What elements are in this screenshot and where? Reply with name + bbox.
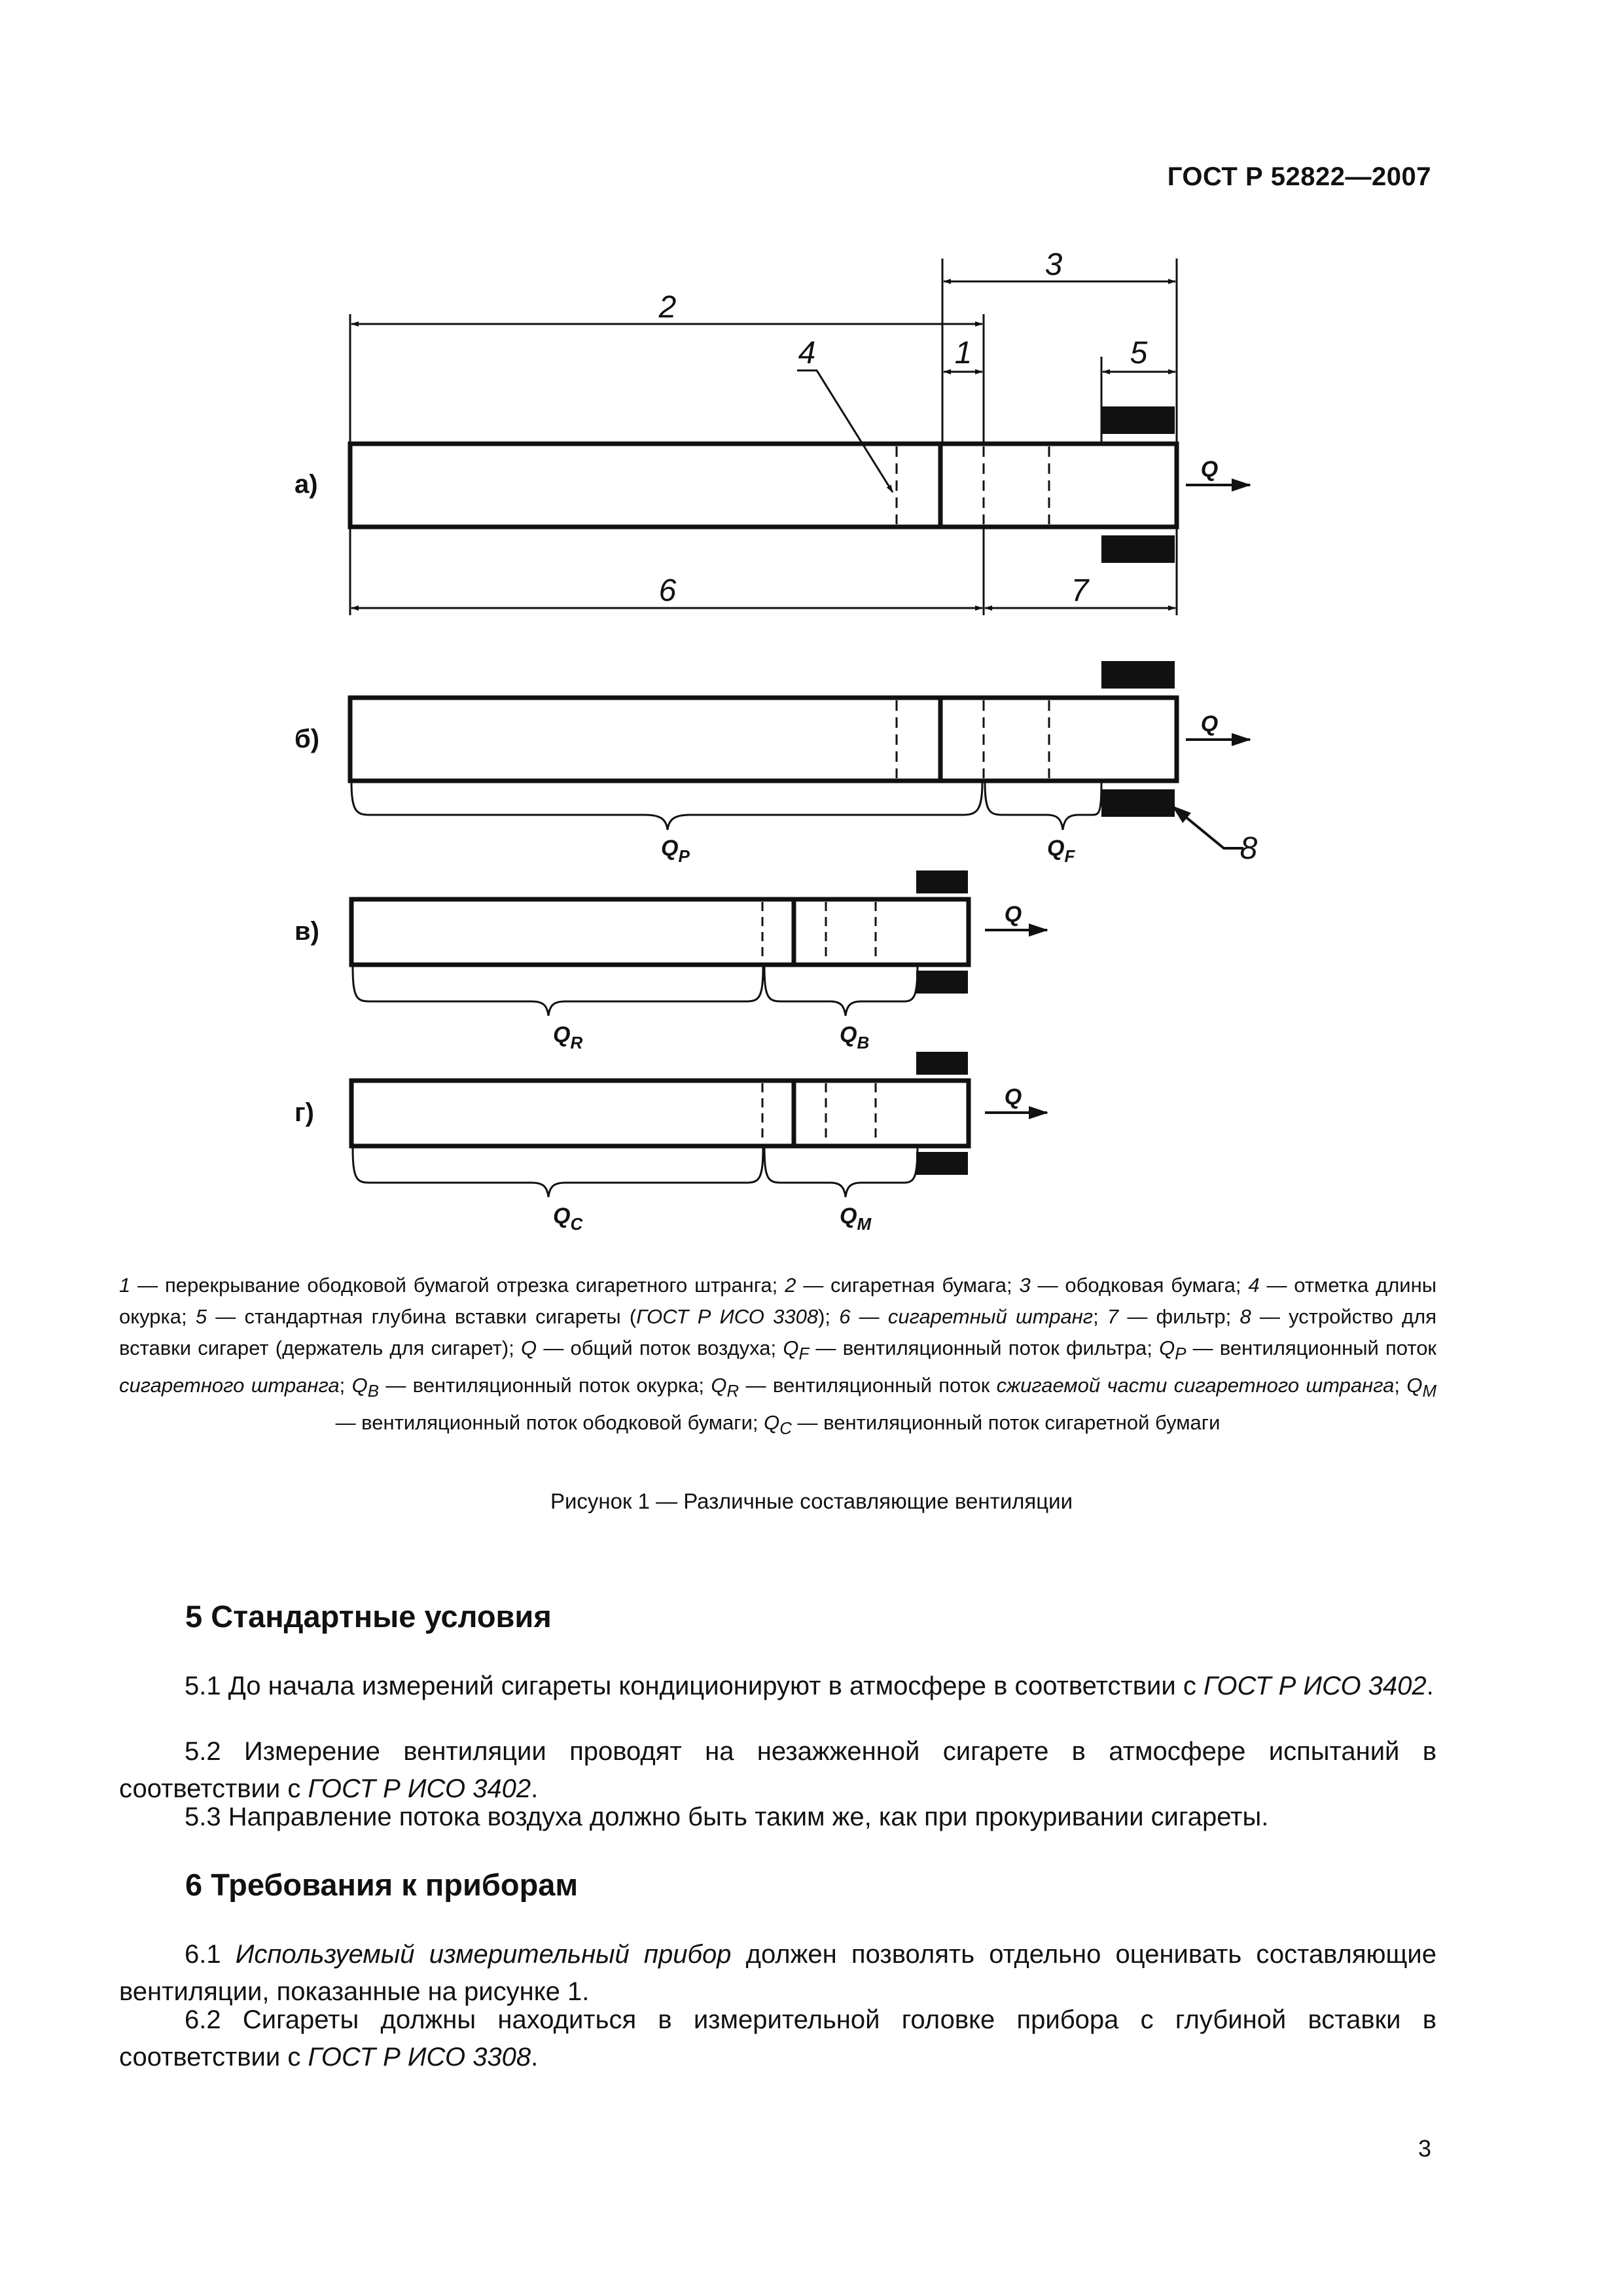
flow-qc-label: QC: [553, 1204, 583, 1234]
panel-b: [350, 661, 1250, 848]
flow-q-label-b: Q: [1200, 711, 1219, 736]
paragraph-6-1: 6.1 Используемый измерительный прибор должен позволять отдельно оценивать составляющие вентиляции, показанные на рисунке 1.: [119, 1940, 1437, 2006]
callout-8: 8: [1240, 831, 1258, 866]
callout-2: 2: [658, 290, 677, 325]
callout-3: 3: [1044, 247, 1063, 282]
paragraph-5-3: 5.3 Направление потока воздуха должно быть таким же, как при прокуривании сигареты.: [185, 1803, 1269, 1831]
section-5-heading: 5 Стандартные условия: [185, 1599, 552, 1634]
section-6-heading: 6 Требования к приборам: [185, 1867, 579, 1902]
paragraph-5-1: 5.1 До начала измерений сигареты кондиционируют в атмосфере в соответствии с ГОСТ Р ИСО 3402.: [185, 1672, 1434, 1700]
panel-label-d: г): [294, 1098, 314, 1127]
panel-a: [350, 259, 1250, 615]
flow-qp-label: QP: [661, 836, 690, 866]
callout-4: 4: [798, 336, 816, 370]
panel-label-b: б): [294, 725, 320, 753]
flow-qf-label: QF: [1047, 836, 1075, 866]
panel-d: [351, 1052, 1047, 1197]
figure-caption: Рисунок 1 — Различные составляющие вентиляции: [550, 1489, 1073, 1513]
callout-7: 7: [1071, 573, 1089, 608]
panel-c: [351, 870, 1047, 1016]
document-id: ГОСТ Р 52822—2007: [1167, 162, 1431, 191]
flow-q-label-d: Q: [1004, 1085, 1022, 1109]
flow-qb-label: QB: [840, 1022, 870, 1052]
page-number: 3: [1418, 2135, 1431, 2162]
panel-label-c: в): [294, 917, 319, 946]
callout-5: 5: [1130, 336, 1148, 370]
callout-1: 1: [954, 336, 972, 370]
flow-qr-label: QR: [553, 1022, 583, 1052]
callout-6: 6: [658, 573, 677, 608]
flow-qm-label: QM: [840, 1204, 872, 1234]
flow-q-label-a: Q: [1200, 457, 1219, 482]
paragraph-6-2: 6.2 Сигареты должны находиться в измерительной головке прибора с глубиной вставки в соответствии с ГОСТ Р ИСО 3308.: [119, 2005, 1436, 2072]
paragraph-5-2: 5.2 Измерение вентиляции проводят на незажженной сигарете в атмосфере испытаний в соответствии с ГОСТ Р ИСО 3402.: [119, 1737, 1436, 1803]
figure-legend: 1 — перекрывание ободковой бумагой отрезка сигаретного штранга; 2 — сигаретная бумага; 3 — ободковая бумага; 4 — отметка длины окурка; 5 — стандартная глубина вставки сигареты (ГОСТ Р ИСО 3308); 6 — сигаретный штранг; 7 — фильтр; 8 — устройство для вставки сигарет (держатель для сигарет); Q — общий поток воздуха; $Q_F$ — вентиляционный поток фильтра; $Q_P$ — вентиляционный поток сигаретного штранга; $Q_B$ — вентиляционный поток окурка; $Q_R$ — вентиляционный поток сжигаемой части сигаретного штранга; $Q_M$ — вентиляционный поток ободковой бумаги; $Q_C$ — вентиляционный поток сигаретной бумаги: [119, 1274, 1437, 1439]
panel-label-a: а): [294, 470, 318, 499]
flow-q-label-c: Q: [1004, 902, 1022, 927]
